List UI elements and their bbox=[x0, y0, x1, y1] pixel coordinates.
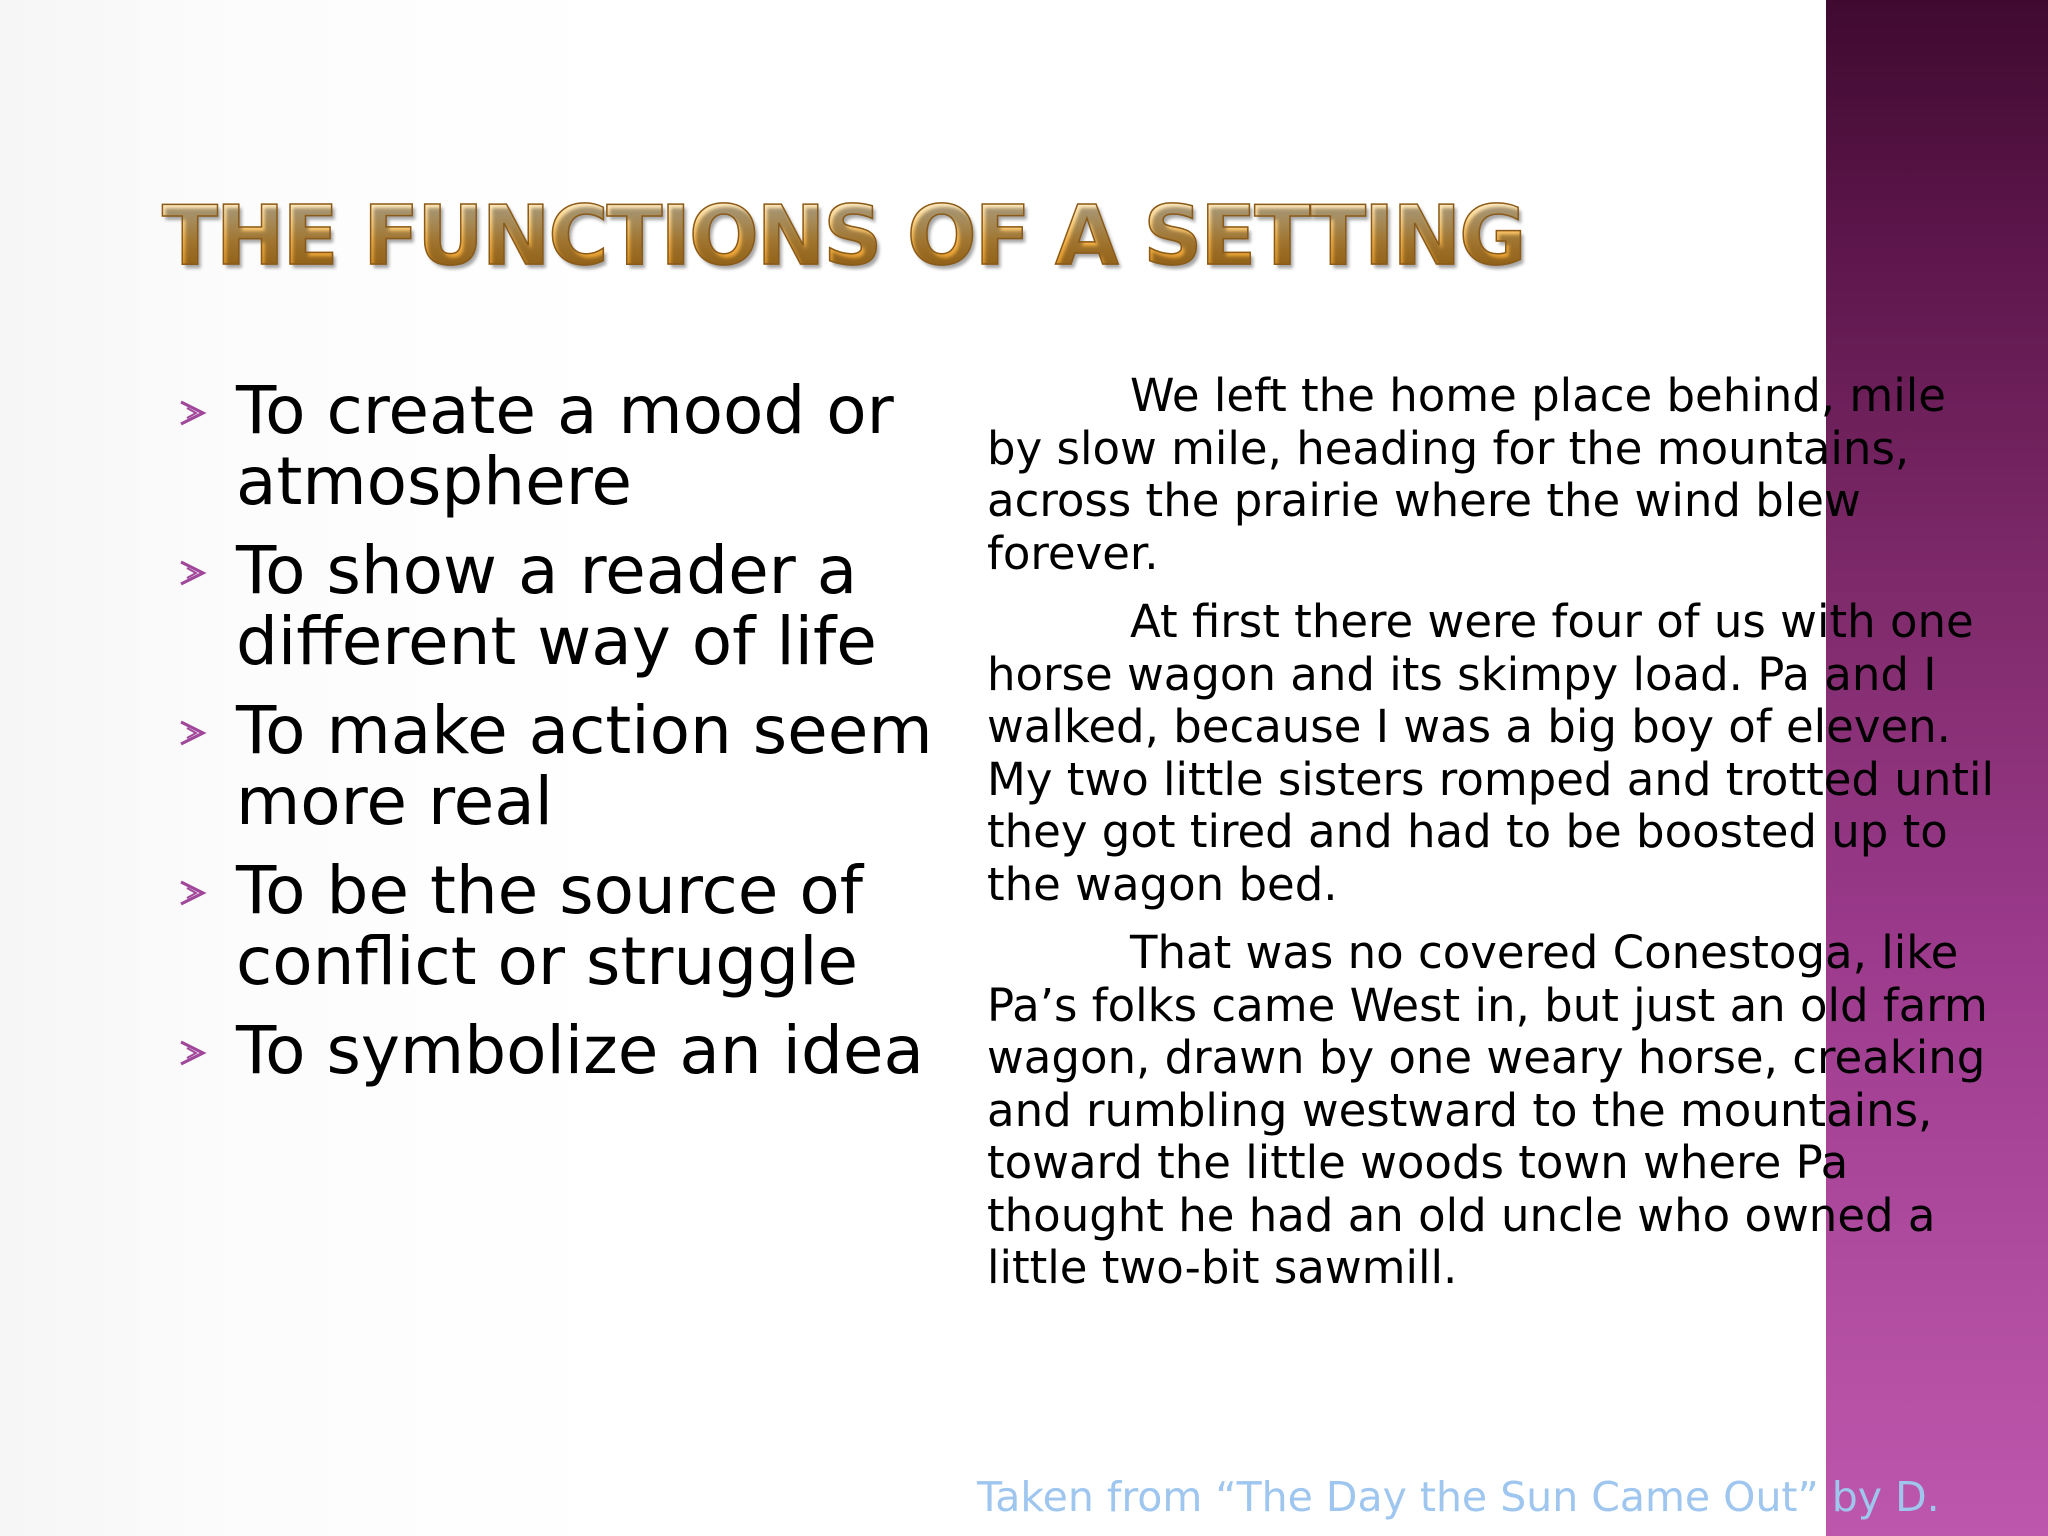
arrow-bullet-icon bbox=[176, 397, 208, 429]
arrow-bullet-icon bbox=[176, 877, 208, 909]
bullet-item bbox=[170, 692, 950, 840]
bullet-item bbox=[170, 852, 950, 1000]
bullet-text: To create a mood or atmosphere bbox=[236, 372, 894, 520]
bullet-text: To show a reader a different way of life bbox=[236, 532, 877, 680]
excerpt-paragraph: At first there were four of us with one horse wagon and its skimpy load. Pa and I walked, because I was a big boy of eleven. My two little sisters romped and trotted until they got tired and had to be boosted up to the wagon bed. bbox=[987, 595, 1994, 911]
story-excerpt bbox=[987, 370, 2007, 1311]
arrow-bullet-icon bbox=[176, 717, 208, 749]
slide-title: THE FUNCTIONS OF A SETTING bbox=[162, 189, 1525, 284]
source-citation: Taken from “The Day the Sun Came Out” by D. bbox=[977, 1473, 1940, 1521]
bullet-item bbox=[170, 1012, 950, 1089]
arrow-bullet-icon bbox=[176, 557, 208, 589]
bullet-item bbox=[170, 532, 950, 680]
excerpt-paragraph: We left the home place behind, mile by slow mile, heading for the mountains, across the prairie where the wind blew forever. bbox=[987, 369, 1946, 580]
bullet-text: To be the source of conflict or struggle bbox=[236, 852, 863, 1000]
arrow-bullet-icon bbox=[176, 1037, 208, 1069]
bullet-text: To make action seem more real bbox=[236, 692, 933, 840]
bullet-item bbox=[170, 372, 950, 520]
bullet-text: To symbolize an idea bbox=[236, 1012, 924, 1089]
bullet-list bbox=[170, 372, 950, 1104]
excerpt-paragraph: That was no covered Conestoga, like Pa’s folks came West in, but just an old farm wagon, drawn by one weary horse, creaking and rumbling westward to the mountains, toward the little woods town where Pa thought he had an old uncle who owned a little two-bit sawmill. bbox=[987, 926, 1988, 1294]
